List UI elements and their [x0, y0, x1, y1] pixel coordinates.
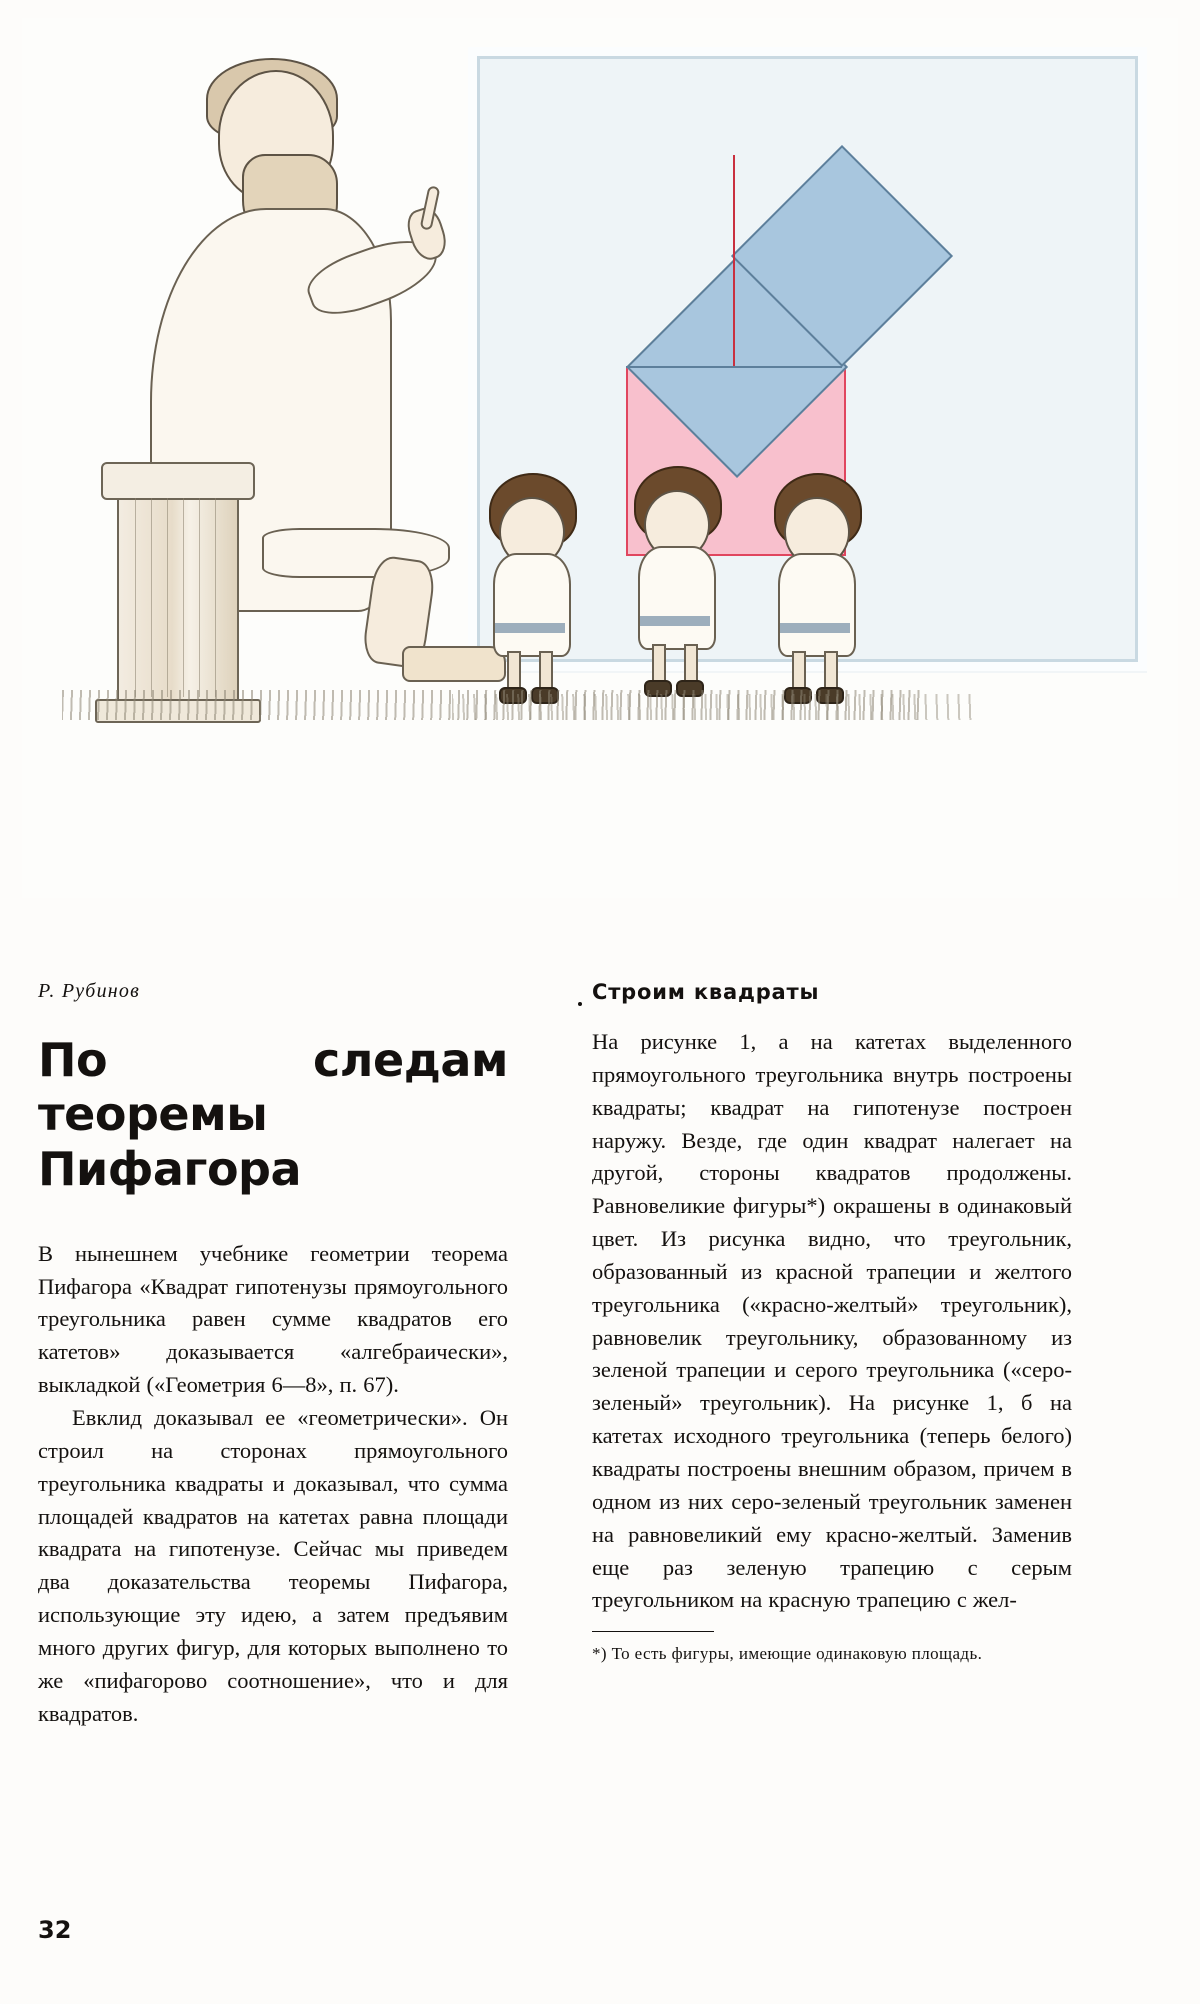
paragraph: Евклид доказывал ее «геометрически». Он строил на сторонах прямоугольного треугольника квадраты и доказывал, что сумма площадей квадратов на катетах равна площади квадрата на гипотенузе. Сейчас мы приведем два доказательства теоремы Пифагора, использующие эту идею, а затем предъявим много других фигур, для которых выполнено то же «пифагорово соотношение», что и для квадратов. — [38, 1405, 508, 1726]
paragraph: На рисунке 1, а на катетах выделенного прямоугольного треугольника внутрь построены квадраты; квадрат на гипотенузе построен наружу. Везде, где один квадрат налегает на другой, стороны квадратов продолжены. Равновеликие фигуры*) окрашены в одинаковый цвет. Из рисунка видно, что треугольник, образованный из красной трапеции и желтого треугольника («красно-желтый» треугольник), равновелик треугольнику, образованному из зеленой трапеции и серого треугольника («серо-зеленый» треугольник). На рисунке 1, б на катетах исходного треугольника (теперь белого) квадраты построены внешним образом, причем в одном из них серо-зеленый треугольник заменен на равновеликий ему красно-желтый. Заменив еще раз зеленую трапецию с серым треугольником на красную трапецию с жел- — [592, 1029, 1072, 1613]
ground-hatching — [452, 694, 972, 720]
footnote-divider — [592, 1631, 714, 1632]
child-belt — [780, 623, 850, 633]
article-illustration — [22, 18, 1178, 898]
vertical-axis-line — [733, 155, 735, 367]
child-tunic — [493, 553, 571, 657]
base-line — [626, 366, 842, 368]
child-tunic — [638, 546, 716, 650]
child-belt — [495, 623, 565, 633]
child-figure — [762, 473, 866, 703]
page-number: 32 — [38, 1916, 72, 1944]
page-title: По следам теоремы Пифагора — [38, 1033, 508, 1196]
child-figure — [477, 473, 581, 703]
left-text-column — [38, 980, 508, 1730]
section-subhead: Строим квадраты — [592, 980, 820, 1004]
author-byline: Р. Рубинов — [38, 980, 140, 1002]
child-belt — [640, 616, 710, 626]
footnote: *) То есть фигуры, имеющие одинаковую площадь. — [592, 1644, 983, 1664]
right-text-column — [592, 980, 1072, 1666]
margin-dot — [578, 1002, 582, 1006]
child-figure — [622, 466, 726, 696]
stone-column — [117, 488, 239, 707]
child-tunic — [778, 553, 856, 657]
paragraph: В нынешнем учебнике геометрии теорема Пифагора «Квадрат гипотенузы прямоугольного треугольника равен сумме квадратов его катетов» доказывается «алгебраически», выкладкой («Геометрия 6—8», п. 67). — [38, 1240, 508, 1398]
